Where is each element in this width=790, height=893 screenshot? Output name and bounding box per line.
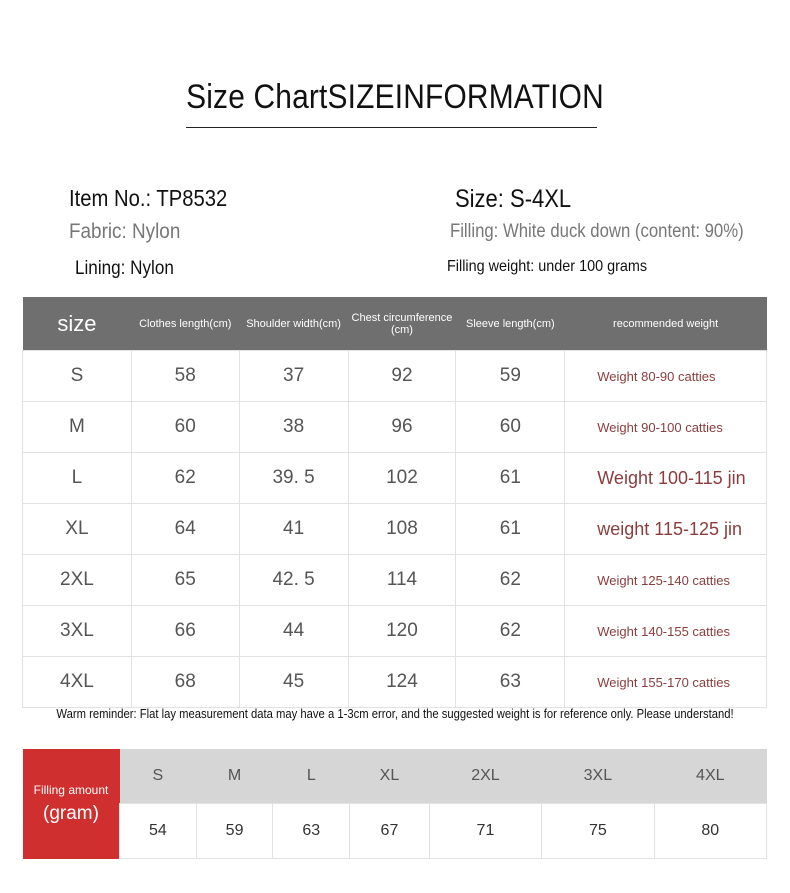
cell-weight: Weight 100-115 jin: [565, 453, 767, 504]
cell-weight: Weight 155-170 catties: [565, 657, 767, 708]
table-row: [23, 504, 767, 555]
cell-size: 3XL: [23, 606, 132, 657]
cell-chest: 124: [348, 657, 456, 708]
header-sleeve-length: Sleeve length(cm): [456, 297, 565, 351]
filling-value-cell: 80: [654, 804, 766, 859]
filling-value-cell: 67: [350, 804, 430, 859]
filling-size-cell: S: [120, 749, 197, 804]
filling-size-cell: 3XL: [542, 749, 654, 804]
table-row: [23, 453, 767, 504]
filling-size-cell: 2XL: [429, 749, 541, 804]
cell-length: 60: [131, 402, 239, 453]
cell-length: 62: [131, 453, 239, 504]
filling-size-cell: 4XL: [654, 749, 766, 804]
cell-size: L: [23, 453, 132, 504]
cell-sleeve: 62: [456, 555, 565, 606]
cell-sleeve: 63: [456, 657, 565, 708]
cell-weight: Weight 140-155 catties: [565, 606, 767, 657]
size-table: [22, 297, 767, 708]
warm-reminder-note: Warm reminder: Flat lay measurement data may have a 1-3cm error, and the suggested weight is for reference only. Please understand!: [56, 707, 734, 721]
table-row: [23, 555, 767, 606]
cell-length: 68: [131, 657, 239, 708]
filling-amount-title: Filling amount: [33, 782, 109, 797]
cell-chest: 120: [348, 606, 456, 657]
cell-shoulder: 45: [239, 657, 348, 708]
cell-weight: Weight 125-140 catties: [565, 555, 767, 606]
cell-chest: 96: [348, 402, 456, 453]
table-row: [23, 402, 767, 453]
filling-value-cell: 54: [120, 804, 197, 859]
title-underline: [186, 127, 597, 128]
table-row: [23, 606, 767, 657]
table-row: [23, 657, 767, 708]
filling-size-cell: L: [273, 749, 350, 804]
item-number: Item No.: TP8532: [69, 185, 228, 211]
filling-weight-info: Filling weight: under 100 grams: [447, 258, 648, 275]
cell-length: 64: [131, 504, 239, 555]
cell-size: 4XL: [23, 657, 132, 708]
cell-sleeve: 60: [456, 402, 565, 453]
header-shoulder-width: Shoulder width(cm): [239, 297, 348, 351]
cell-chest: 92: [348, 351, 456, 402]
header-clothes-length: Clothes length(cm): [131, 297, 239, 351]
cell-chest: 108: [348, 504, 456, 555]
filling-amount-table: [23, 749, 767, 859]
filling-value-cell: 71: [429, 804, 541, 859]
cell-sleeve: 62: [456, 606, 565, 657]
cell-shoulder: 39. 5: [239, 453, 348, 504]
cell-size: S: [23, 351, 132, 402]
filling-value-cell: 63: [273, 804, 350, 859]
cell-chest: 102: [348, 453, 456, 504]
fabric-info: Fabric: Nylon: [69, 220, 181, 243]
cell-sleeve: 59: [456, 351, 565, 402]
header-size: size: [23, 297, 132, 351]
cell-length: 58: [131, 351, 239, 402]
cell-weight: Weight 80-90 catties: [565, 351, 767, 402]
cell-length: 66: [131, 606, 239, 657]
cell-size: XL: [23, 504, 132, 555]
size-table-header: [23, 297, 767, 351]
filling-value-cell: 75: [542, 804, 654, 859]
cell-shoulder: 41: [239, 504, 348, 555]
table-row: [23, 351, 767, 402]
cell-shoulder: 37: [239, 351, 348, 402]
filling-info: Filling: White duck down (content: 90%): [450, 221, 744, 242]
cell-sleeve: 61: [456, 504, 565, 555]
filling-size-cell: M: [196, 749, 273, 804]
page-title: Size ChartSIZEINFORMATION: [186, 78, 604, 116]
header-recommended-weight: recommended weight: [565, 297, 767, 351]
filling-amount-label: [23, 749, 120, 859]
cell-weight: weight 115-125 jin: [565, 504, 767, 555]
cell-shoulder: 42. 5: [239, 555, 348, 606]
cell-weight: Weight 90-100 catties: [565, 402, 767, 453]
cell-size: M: [23, 402, 132, 453]
cell-size: 2XL: [23, 555, 132, 606]
lining-info: Lining: Nylon: [75, 258, 174, 279]
filling-amount-unit: (gram): [43, 802, 99, 824]
size-range: Size: S-4XL: [455, 185, 572, 213]
cell-shoulder: 44: [239, 606, 348, 657]
filling-size-cell: XL: [350, 749, 430, 804]
cell-sleeve: 61: [456, 453, 565, 504]
filling-value-cell: 59: [196, 804, 273, 859]
header-chest-circumference: Chest circumference (cm): [348, 297, 456, 351]
cell-chest: 114: [348, 555, 456, 606]
cell-shoulder: 38: [239, 402, 348, 453]
cell-length: 65: [131, 555, 239, 606]
